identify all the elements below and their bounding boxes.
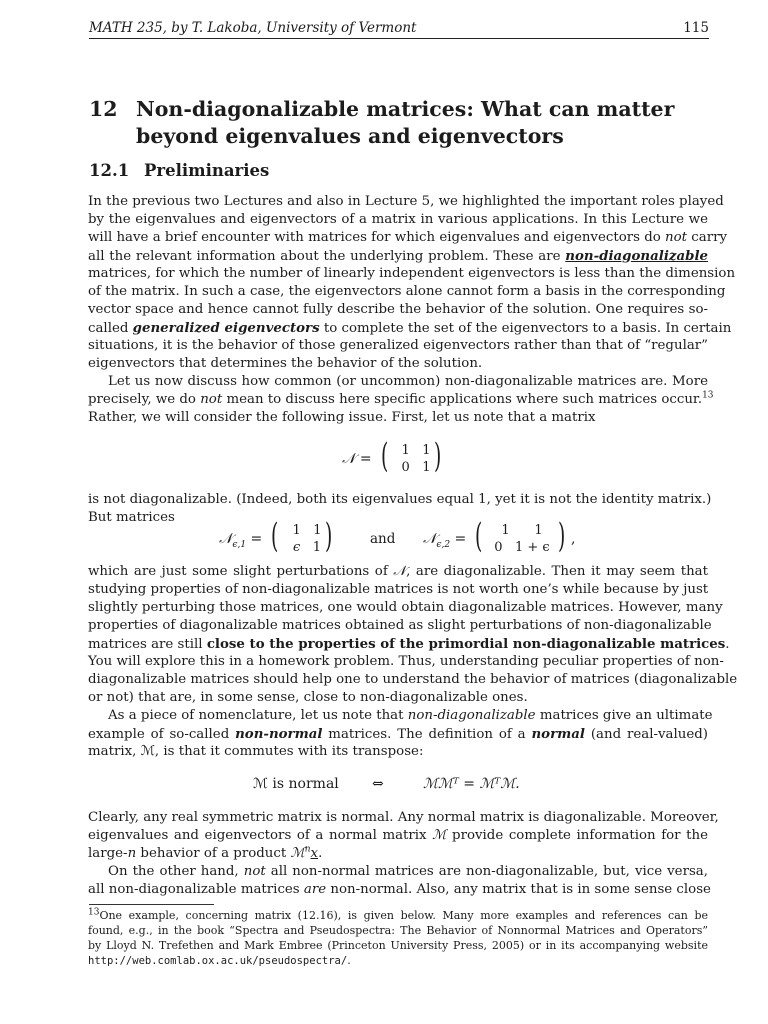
left-paren: (: [270, 516, 279, 556]
section-title-line-1: Non-diagonalizable matrices: What can matter: [136, 97, 675, 121]
right-paren: ): [433, 436, 442, 476]
eq-lhs: 𝒩 =: [342, 451, 372, 467]
text-line: matrices are still close to the properties of the primordial non-diagonalizable matrices.: [88, 636, 730, 652]
text-line: situations, it is the behavior of those generalized eigenvectors rather than that of “regular”: [88, 338, 708, 353]
term-normal: normal: [531, 726, 585, 742]
subsection-number: 12.1: [89, 161, 130, 180]
left-paren: (: [380, 436, 389, 476]
matrix-2: 1 1 0 1 + ϵ: [494, 523, 550, 555]
text-line: matrix, ℳ, is that it commutes with its transpose:: [88, 744, 424, 759]
text-line: all non-diagonalizable matrices are non-normal. Also, any matrix that is in some sense close: [88, 882, 711, 897]
section-title: [136, 96, 706, 150]
section-number: 12: [89, 97, 118, 121]
text-line: studying properties of non-diagonalizable matrices is not worth one’s while because by just: [88, 582, 709, 597]
matrix-1: 1 1 ϵ 1: [292, 523, 322, 555]
eq-lhs-1: 𝒩$_{\epsilon,1}$ =: [219, 531, 263, 550]
text-line: will have a brief encounter with matrices for which eigenvalues and eigenvectors do not carry: [88, 230, 727, 245]
left-paren: (: [474, 516, 483, 556]
text-line: Rather, we will consider the following issue. First, let us note that a matrix: [88, 410, 596, 425]
running-header: [89, 18, 709, 39]
text-line: slightly perturbing those matrices, one would obtain diagonalizable matrices. However, many: [88, 600, 723, 615]
footnote-rule: [89, 904, 214, 905]
header-course: MATH 235, by T. Lakoba, University of Vermont: [89, 20, 417, 36]
subsection-title: Preliminaries: [144, 161, 270, 180]
text-line: eigenvalues and eigenvectors of a normal matrix ℳ provide complete information for the: [88, 828, 708, 843]
footnote-ref: 13: [702, 390, 714, 401]
text-line: which are just some slight perturbations of 𝒩, are diagonalizable. Then it may seem that: [88, 564, 708, 579]
text-line: example of so-called non-normal matrices. The definition of a normal (and real-valued): [88, 726, 708, 742]
text-line: But matrices: [88, 510, 175, 525]
term-generalized-eigenvectors: generalized eigenvectors: [132, 320, 320, 336]
text-line: of the matrix. In such a case, the eigenvectors alone cannot form a basis in the corresponding: [88, 284, 726, 299]
eq-lhs-2: 𝒩$_{\epsilon,2}$ =: [423, 531, 467, 550]
text-line: properties of diagonalizable matrices obtained as slight perturbations of non-diagonalizable: [88, 618, 712, 633]
text-line: called generalized eigenvectors to complete the set of the eigenvectors to a basis. In certain: [88, 320, 732, 336]
text-line: large-n behavior of a product ℳ$^n$x.: [88, 844, 323, 861]
footnote-mark: 13: [88, 907, 100, 918]
section-title-line-2: beyond eigenvalues and eigenvectors: [136, 124, 564, 148]
text-line: vector space and hence cannot fully describe the behavior of the solution. One requires so-: [88, 302, 708, 317]
footnote-line: http://web.comlab.ox.ac.uk/pseudospectra/.: [88, 954, 351, 967]
text-line: As a piece of nomenclature, let us note that non-diagonalizable matrices give an ultimate: [108, 708, 713, 723]
text-line: You will explore this in a homework problem. Thus, understanding peculiar properties of non-: [88, 654, 724, 669]
text-line: diagonalizable matrices should help one to understand the behavior of matrices (diagonalizable: [88, 672, 738, 687]
footnote-line: by Lloyd N. Trefethen and Mark Embree (Princeton University Press, 2005) or in its accompanying website: [88, 939, 708, 952]
footnote-line: found, e.g., in the book “Spectra and Pseudospectra: The Behavior of Nonnormal Matrices and Operators”: [88, 924, 708, 937]
emphasis-primordial: close to the properties of the primordial non-diagonalizable matrices: [206, 636, 726, 652]
text-line: or not) that are, in some sense, close to non-diagonalizable ones.: [88, 690, 528, 705]
text-line: all the relevant information about the underlying problem. These are non-diagonalizable: [88, 248, 708, 264]
text-line: On the other hand, not all non-normal matrices are non-diagonalizable, but, vice versa,: [108, 864, 709, 879]
text-line: matrices, for which the number of linearly independent eigenvectors is less than the dimension: [88, 266, 736, 281]
right-paren: ): [324, 516, 333, 556]
eq-rhs: ℳℳᵀ = ℳᵀℳ.: [423, 776, 520, 792]
right-paren: ): [557, 516, 566, 556]
text-line: Let us now discuss how common (or uncommon) non-diagonalizable matrices are. More: [108, 374, 708, 389]
text-line: by the eigenvalues and eigenvectors of a matrix in various applications. In this Lecture we: [88, 212, 708, 227]
pseudospectra-link[interactable]: http://web.comlab.ox.ac.uk/pseudospectra/: [88, 955, 348, 967]
text-line: precisely, we do not mean to discuss here specific applications where such matrices occur.$^{13}$: [88, 390, 714, 407]
subsection-heading: [89, 161, 269, 180]
text-line: In the previous two Lectures and also in Lecture 5, we highlighted the important roles played: [88, 194, 724, 209]
matrix: 1 1 0 1: [401, 443, 431, 475]
term-non-normal: non-normal: [235, 726, 323, 742]
eq-lhs: ℳ is normal: [253, 776, 339, 792]
text-line: Clearly, any real symmetric matrix is normal. Any normal matrix is diagonalizable. Moreover,: [88, 810, 719, 825]
text-line: eigenvectors that determines the behavior of the solution.: [88, 356, 483, 371]
eq-and: and: [370, 531, 396, 547]
iff-symbol: ⇔: [372, 776, 384, 792]
page-number: 115: [683, 20, 709, 36]
term-non-diagonalizable: non-diagonalizable: [565, 248, 708, 264]
text-line: is not diagonalizable. (Indeed, both its eigenvalues equal 1, yet it is not the identity matrix.): [88, 492, 712, 507]
footnote-line: $^{13}$One example, concerning matrix (12.16), is given below. Many more examples and references can be: [88, 907, 708, 922]
eq-comma: ,: [571, 531, 576, 547]
